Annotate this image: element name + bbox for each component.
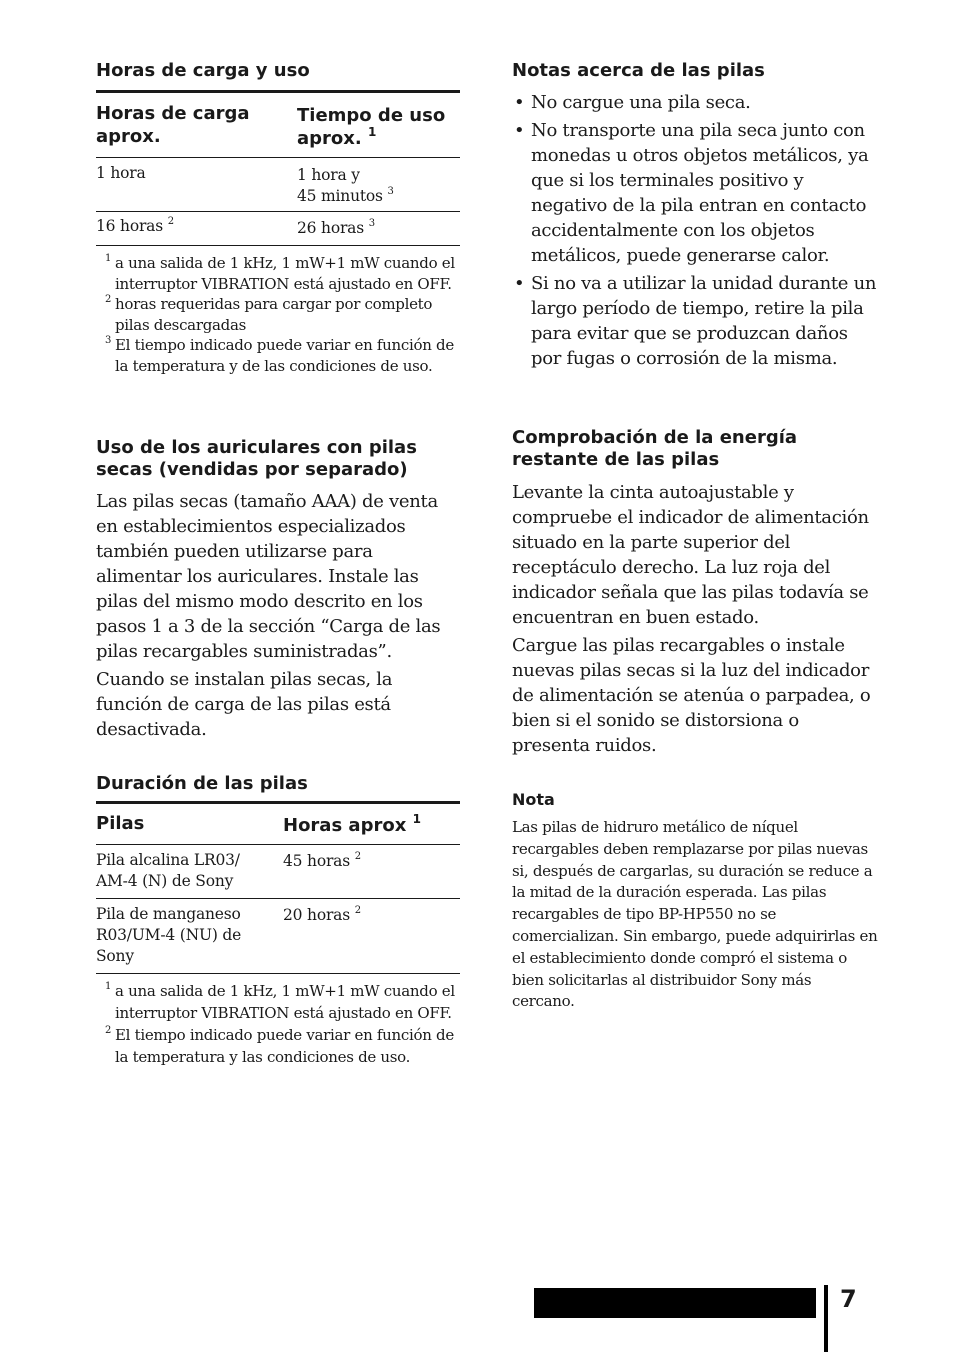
footnote-text: a una salida de 1 kHz, 1 mW+1 mW cuando el interruptor VIBRATION está ajustado en OFF. [115,254,455,293]
dry-batteries-paragraph-2: Cuando se instalan pilas secas, la función de carga de las pilas está desactivada. [96,669,393,740]
footnote-number: 1 [105,253,112,264]
footnote-ref: 3 [387,186,394,197]
footnote [96,980,462,1024]
charge-heading: Horas de carga y uso [96,60,310,81]
bullet: • [514,273,525,294]
page-number-rule [824,1285,828,1352]
note-text: Las pilas de hidruro metálico de níquel recargables deben remplazarse por pilas nuevas si, después de cargarlas, su duración se reduce a la mitad de la duración esperada. Las pilas recargables de tipo BP-HP550 no se comercializan. Sin embargo, puede adquirirlas en el establecimiento donde compró el sistema o bien solicitarlas al distribuidor Sony más cercano. [512,818,878,1011]
life-col2-header: Horas aprox [283,815,407,836]
use-cell-line1: 1 hora y [297,166,360,184]
bullet: • [514,92,525,113]
table-row [96,899,460,974]
battery-notes-heading: Notas acerca de las pilas [512,60,765,81]
use-cell: 26 horas [297,219,364,237]
life-table-header [96,803,460,845]
dry-batteries-paragraph-1: Las pilas secas (tamaño AAA) de venta en establecimientos especializados también pueden utilizarse para alimentar los auriculares. Instale las pilas del mismo modo descrito en los pasos 1 a 3 de la sección “Carga de las pilas recargables suministradas”. [96,491,441,662]
charge-col1-header: Horas de carga aprox. [96,103,250,147]
charge-table-header [96,92,460,158]
footnote-text: El tiempo indicado puede variar en función de la temperatura y las condiciones de uso. [115,1026,454,1066]
list-item-text: No cargue una pila seca. [531,92,751,113]
hours-cell: 45 horas [283,852,350,870]
footnote [96,1024,462,1068]
footnote-number: 2 [105,294,112,305]
remaining-power-heading: Comprobación de la energía restante de las pilas [512,427,798,470]
page-tab-bar [534,1288,816,1318]
footnote-number: 2 [105,1025,112,1036]
hours-cell: 20 horas [283,906,350,924]
footnote [96,253,462,294]
dry-batteries-heading: Uso de los auriculares con pilas secas (vendidas por separado) [96,437,417,480]
charge-footnotes [96,253,462,376]
remaining-power-paragraph-1: Levante la cinta autoajustable y compruebe el indicador de alimentación situado en la parte superior del receptáculo derecho. La luz roja del indicador señala que las pilas todavía se encuentran en buen estado. [512,482,869,628]
footnote-ref: 1 [368,125,377,139]
note-heading: Nota [512,790,555,809]
list-item-text: No transporte una pila seca junto con monedas u otros objetos metálicos, ya que si los terminales positivo y negativo de la pila entran en contacto accidentalmente con los objetos metálicos, puede generarse calor. [531,120,869,266]
footnote-number: 1 [105,981,112,992]
footnote-text: El tiempo indicado puede variar en función de la temperatura y de las condiciones de uso. [115,336,454,375]
charge-col2-header: Tiempo de uso aprox. [297,105,446,149]
use-cell-line2: 45 minutos [297,187,383,205]
footnote-ref: 2 [354,851,361,862]
remaining-power-paragraph-2: Cargue las pilas recargables o instale nuevas pilas secas si la luz del indicador de alimentación se atenúa o parpadea, o bien si el sonido se distorsiona o presenta ruidos. [512,635,871,756]
battery-cell: Pila de manganeso R03/UM-4 (NU) de Sony [96,905,242,965]
charge-table [96,90,460,246]
footnote [96,294,462,335]
list-item [512,271,878,371]
battery-notes-list [512,90,878,374]
life-col1-header: Pilas [96,813,145,834]
table-row [96,212,460,246]
bullet: • [514,120,525,141]
charge-cell: 16 horas [96,217,163,235]
footnote-ref: 2 [167,216,174,227]
table-row [96,845,460,899]
battery-life-table [96,801,460,974]
footnote-ref: 3 [368,218,375,229]
page-number: 7 [840,1285,857,1313]
footnote-ref: 1 [412,812,421,826]
charge-cell: 1 hora [96,164,146,182]
battery-cell: Pila alcalina LR03/ AM-4 (N) de Sony [96,851,240,890]
life-footnotes [96,980,462,1068]
table-row [96,158,460,212]
battery-life-heading: Duración de las pilas [96,773,308,794]
footnote [96,335,462,376]
list-item-text: Si no va a utilizar la unidad durante un largo período de tiempo, retire la pila para evitar que se produzcan daños por fugas o corrosión de la misma. [531,273,877,369]
footnote-text: horas requeridas para cargar por completo pilas descargadas [115,295,433,334]
list-item [512,90,878,115]
footnote-text: a una salida de 1 kHz, 1 mW+1 mW cuando el interruptor VIBRATION está ajustado en OFF. [115,982,455,1022]
list-item [512,118,878,268]
footnote-ref: 2 [354,905,361,916]
footnote-number: 3 [105,335,112,346]
